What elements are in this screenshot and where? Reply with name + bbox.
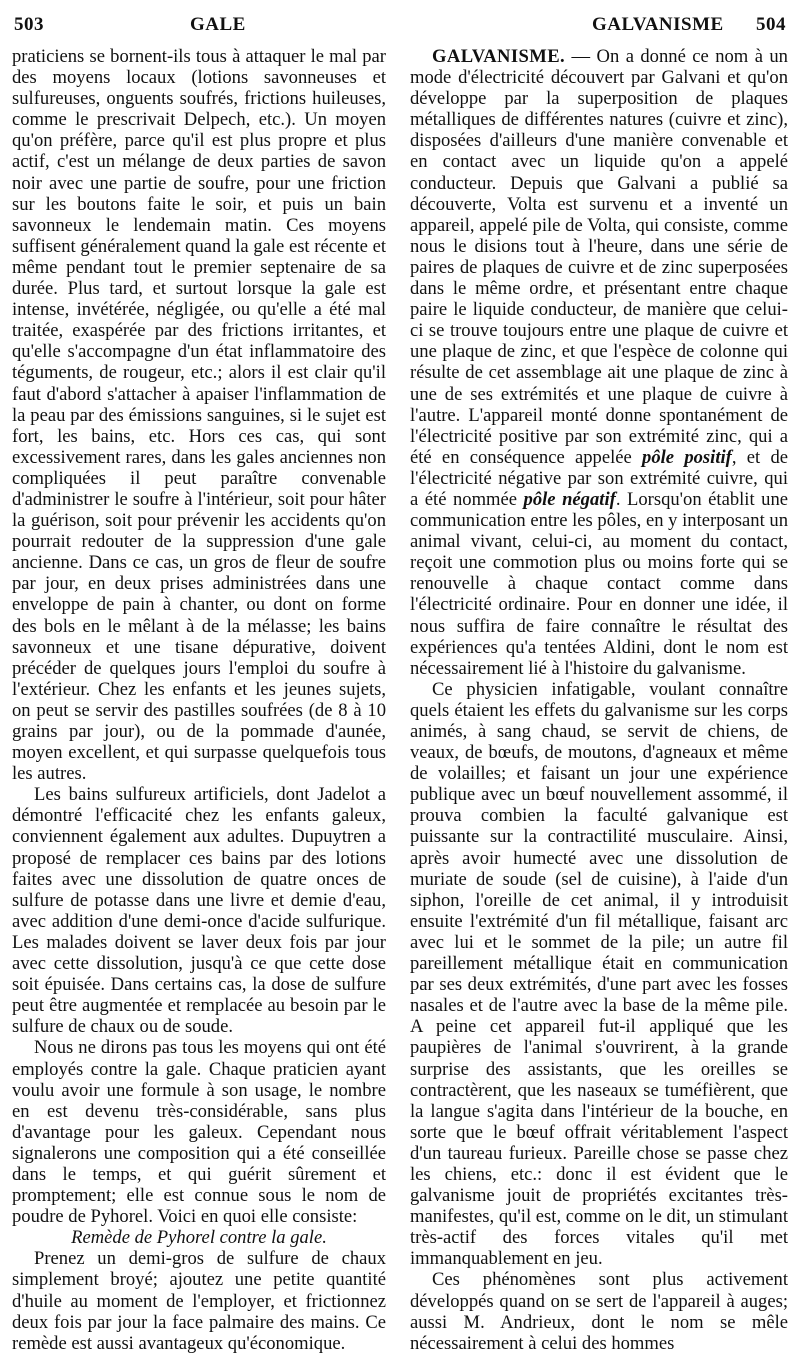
page-number-left: 503 xyxy=(14,14,44,35)
right-column xyxy=(410,46,788,1354)
paragraph: praticiens se bornent-ils tous à attaquer le mal par des moyens locaux (lotions savonneuses et sulfureuses, onguents soufrés, frictions huileuses, comme le prescrivait Delpech, etc.). Un moyen qu'on préfère, parce qu'il est plus propre et plus actif, c'est un mélange de deux parties de savon noir avec une partie de soufre, pour une friction sur les boutons faite le soir, et puis un bain savonneux le lendemain matin. Ces moyens suffisent généralement quand la gale est récente et même pendant tout le premier septenaire de sa durée. Plus tard, et surtout lorsque la gale est intense, invétérée, négligée, ou qu'elle a été mal traitée, exaspérée par des frictions irritantes, et qu'elle s'accompagne d'un état inflammatoire des téguments, de rougeur, etc.; alors il est clair qu'il faut d'abord s'attacher à apaiser l'inflammation de la peau par des émissions sanguines, si le sujet est fort, les bains, etc. Hors ces cas, qui sont excessivement rares, dans les gales anciennes non compliquées il peut paraître convenable d'administrer le soufre à l'intérieur, soit pour hâter la guérison, soit pour prévenir les accidents qu'on pourrait redouter de la suppression d'une gale ancienne. Dans ce cas, un gros de fleur de soufre par jour, en deux prises administrées dans une enveloppe de pain à chanter, ou dont on forme des bols en le mêlant à de la mélasse; les bains savonneux et une tisane dépurative, doivent précéder de quelques jours l'emploi du soufre à l'extérieur. Chez les enfants et les jeunes sujets, on peut se servir des pastilles soufrées (de 8 à 10 grains par jour), ou de la pommade d'aunée, moyen excellent, et qui surpasse quelquefois tous les autres. xyxy=(12,46,386,785)
paragraph: Nous ne dirons pas tous les moyens qui ont été employés contre la gale. Chaque praticien ayant voulu avoir une formule à son usage, le nombre en est devenu très-considérable, sans plus d'avantage pour les galeux. Cependant nous signalerons une composition qui a été conseillée dans le temps, et qui guérit sûrement et promptement; elle est connue sous le nom de poudre de Pyhorel. Voici en quoi elle consiste: xyxy=(12,1037,386,1228)
entry-paragraph xyxy=(410,46,788,679)
running-head-left: GALE xyxy=(190,14,246,35)
paragraph: Les bains sulfureux artificiels, dont Jadelot a démontré l'efficacité chez les enfants galeux, conviennent également aux adultes. Dupuytren a proposé de remplacer ces bains par des lotions faites avec une dissolution de quatre onces de sulfure de potasse dans une livre et demie d'eau, avec addition d'une demi-once d'acide sulfurique. Les malades doivent se laver deux fois par jour avec cette dissolution, jusqu'à ce que cette dose soit épuisée. Dans certains cas, la dose de sulfure peut être augmentée et remplacée au besoin par le sulfure de chaux ou de soude. xyxy=(12,784,386,1038)
running-head-right: GALVANISME xyxy=(592,14,724,35)
recipe-subheading: Remède de Pyhorel contre la gale. xyxy=(71,1227,327,1249)
paragraph: Ce physicien infatigable, voulant connaître quels étaient les effets du galvanisme sur les corps animés, à sang chaud, se servit de chiens, de veaux, de bœufs, de moutons, d'agneaux et même de volailles; et faisant un jour une expérience publique avec un bœuf nouvellement assommé, il prouva combien la faculté galvanique est puissante sur la contractilité musculaire. Ainsi, après avoir humecté avec une dissolution de muriate de soude (sel de cuisine), à l'aide d'un siphon, l'oreille de cet animal, il y introduisit ensuite l'extrémité d'un fil métallique, faisant arc avec lui et le sommet de la pile; un autre fil pareillement métallique était en communication par ses deux extrémités, d'une part avec les fosses nasales et de l'autre avec la base de la même pile. A peine cet appareil fut-il appliqué que les paupières de l'animal s'ouvrirent, à la grande surprise des assistants, que les oreilles se contractèrent, que les naseaux se tuméfièrent, que la langue s'agita dans l'intérieur de la bouche, en sorte que le bœuf offrait véritablement l'aspect d'un taureau furieux. Pareille chose se passe chez les chiens, etc.: donc il est évident que le galvanisme jouit de propriétés excitantes très-manifestes, qu'il est, comme on le dit, un stimulant très-actif des forces vitales qu'il met immanquablement en jeu. xyxy=(410,678,788,1270)
term-positive: pôle positif xyxy=(642,446,732,468)
paragraph-text: — On a donné ce nom à un mode d'électricité découvert par Galvani et qu'on développe par la superposition de plaques métalliques de différentes natures (cuivre et zinc), disposées d'ailleurs d'une manière convenable et en contact avec un liquide qu'on a appelé conducteur. Depuis que Galvani a publié sa découverte, Volta est survenu et a inventé un appareil, appelé pile de Volta, qui consiste, comme nous le disions tout à l'heure, dans une série de paires de plaques de cuivre et de zinc superposées dans le même ordre, et présentant entre chaque paire le liquide conducteur, de manière que celui-ci se trouve toujours entre une plaque de cuivre et une plaque de zinc, et que l'espèce de colonne qui résulte de cet assemblage ait une plaque de zinc à une de ses extrémités et une plaque de cuivre à l'autre. L'appareil monté donne spontanément de l'électricité positive par son extrémité zinc, qui a été en conséquence appelée xyxy=(410,46,788,468)
entry-heading: GALVANISME. xyxy=(432,46,566,67)
page-number-right: 504 xyxy=(756,14,786,35)
page-header xyxy=(14,14,786,42)
term-negative: pôle négatif xyxy=(523,488,616,510)
paragraph-text: . Lorsqu'on établit une communication entre les pôles, en y interposant un animal vivant, celui-ci, au moment du contact, reçoit une commotion plus ou moins forte qui se renouvelle à chaque contact comme dans l'électricité ordinaire. Pour en donner une idée, il nous suffira de faire connaître le résultat des expériences qu'a tentées Aldini, dont le nom est nécessairement lié à l'histoire du galvanisme. xyxy=(410,488,788,679)
paragraph-text: , et de l'électricité négative par son extrémité cuivre, qui a été nommée xyxy=(410,446,788,510)
paragraph: Prenez un demi-gros de sulfure de chaux simplement broyé; ajoutez une petite quantité d'huile au moment de l'employer, et frictionnez deux fois par jour la face palmaire des mains. Ce remède est aussi avantageux qu'économique. xyxy=(12,1248,386,1354)
left-column xyxy=(12,46,386,1354)
paragraph: Ces phénomènes sont plus activement développés quand on se sert de l'appareil à auges; aussi M. Andrieux, dont le nom se mêle nécessairement à celui des hommes xyxy=(410,1269,788,1354)
